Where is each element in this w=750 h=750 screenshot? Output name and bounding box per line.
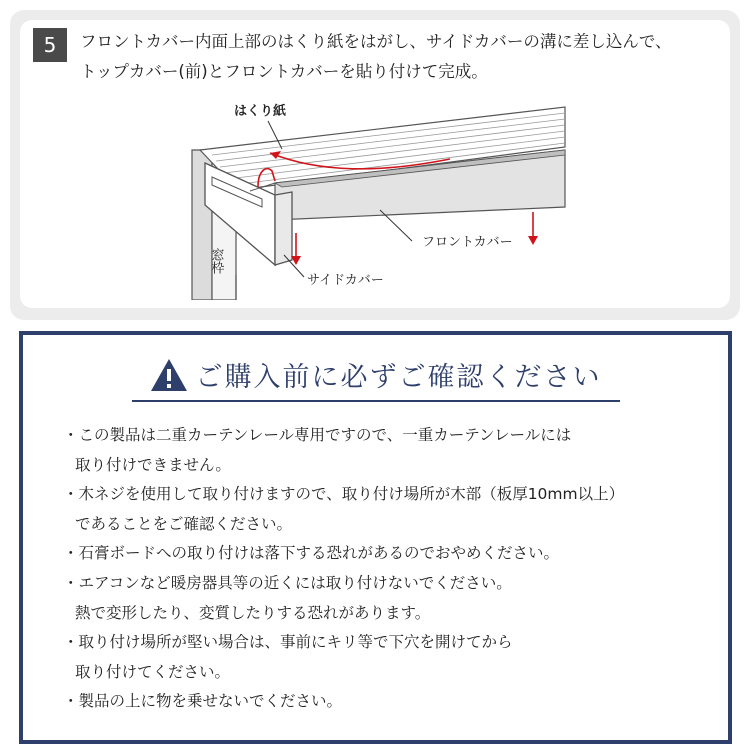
label-side-cover: サイドカバー xyxy=(307,273,384,288)
assembly-diagram xyxy=(150,95,600,300)
notice-box xyxy=(19,331,732,744)
list-item: ・取り付け場所が堅い場合は、事前にキリ等で下穴を開けてから 取り付けてください。 xyxy=(63,633,513,681)
list-item: ・木ネジを使用して取り付けますので、取り付け場所が木部（板厚10mm以上） であることをご確認ください。 xyxy=(63,485,625,533)
down-arrow-icon xyxy=(528,212,538,245)
list-item: ・エアコンなど暖房器具等の近くには取り付けないでください。 熱で変形したり、変質したりする恐れがあります。 xyxy=(63,573,512,622)
notice-list xyxy=(63,421,713,717)
notice-heading: ご購入前に必ずご確認ください xyxy=(195,362,602,393)
step-instruction-text: フロントカバー内面上部のはくり紙をはがし、サイドカバーの溝に差し込んで、 トップカバー(前)とフロントカバーを貼り付けて完成。 xyxy=(80,32,672,81)
label-window-frame: 窓枠 xyxy=(208,248,224,274)
notice-title xyxy=(23,355,728,405)
list-item: ・石膏ボードへの取り付けは落下する恐れがあるのでおやめください。 xyxy=(63,544,560,563)
label-release-paper: はくり紙 xyxy=(234,104,287,119)
list-item: ・この製品は二重カーテンレール専用ですので、一重カーテンレールには 取り付けできません。 xyxy=(63,426,572,474)
label-front-cover: フロントカバー xyxy=(422,235,513,250)
step-number-badge: 5 xyxy=(33,28,67,62)
list-item: ・製品の上に物を乗せないでください。 xyxy=(63,692,343,711)
warning-icon xyxy=(150,358,188,392)
